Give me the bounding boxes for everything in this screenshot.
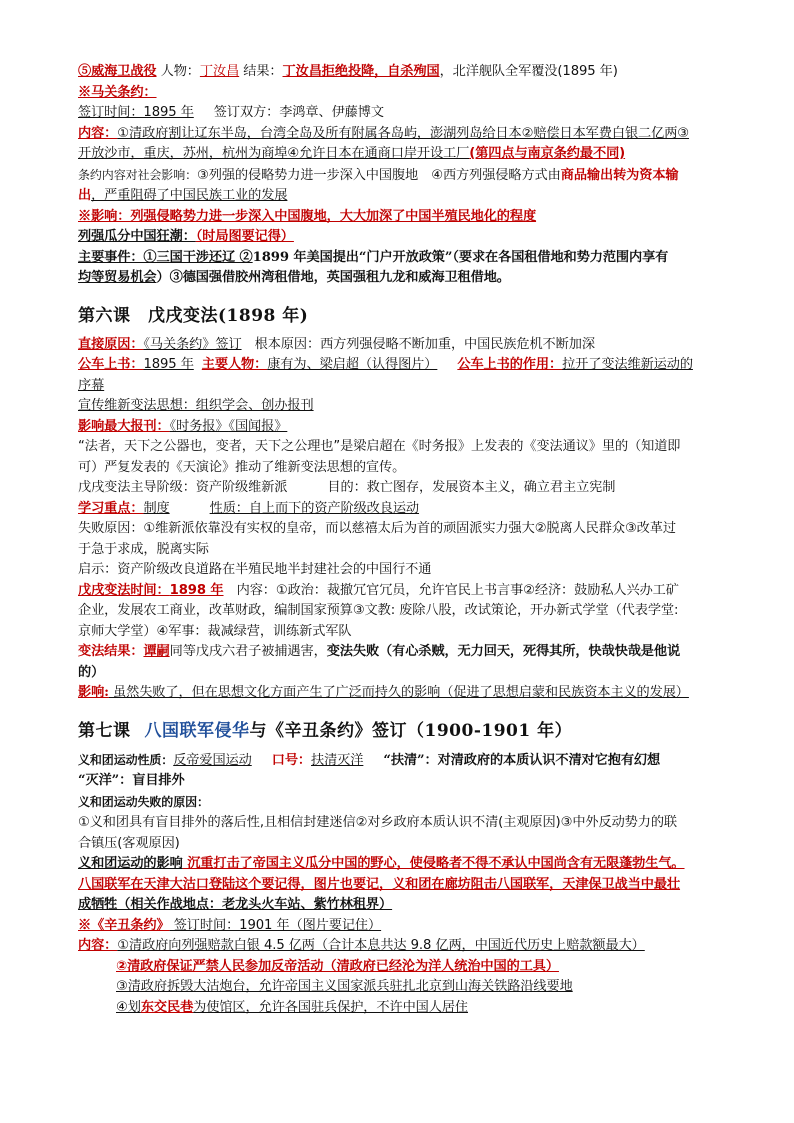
text-line: 可）严复发表的《天演论》推动了维新变法思想的宣传。 (78, 459, 406, 475)
text-line: 八国联军在天津大沽口登陆这个要记得，图片也要记，义和团在廊坊阻击八国联军，天津保卫战当中最壮 (78, 876, 681, 892)
text-line: “灭洋”：盲目排外 (78, 773, 185, 788)
text-line: ①义和团具有盲目排外的落后性,且相信封建迷信②对乡政府本质认识不清(主观原因)③中外反动势力的联 (78, 815, 678, 830)
text-line: 条约内容对社会影响：③列强的侵略势力进一步深入中国腹地 ④西方列强侵略方式由商品输出转为资本输 (78, 167, 679, 183)
text-line: 义和团运动的影响 沉重打击了帝国主义瓜分中国的野心，使侵略者不得不承认中国尚含有无限蓬勃生气。 (78, 856, 685, 871)
text-line: 直接原因：《马关条约》签订 根本原因：西方列强侵略不断加重，中国民族危机不断加深 (78, 336, 595, 352)
text-line: ③清政府拆毁大沽炮台，允许帝国主义国家派兵驻扎北京到山海关铁路沿线要地 (116, 979, 573, 994)
text-line: 内容：①清政府向列强赔款白银 4.5 亿两（合计本息共达 9.8 亿两，中国近代历史上赔款额最大） (78, 938, 645, 953)
text-line: ④划东交民巷为使馆区，允许各国驻兵保护，不许中国人居住 (116, 999, 469, 1015)
text-line (78, 83, 726, 104)
lesson-6-heading: 第六课 戊戌变法(1898 年) (78, 305, 309, 326)
text-line: 签订时间：1895 年 签订双方：李鸿章、伊藤博文 (78, 105, 384, 120)
lesson-7-heading: 第七课 八国联军侵华与《辛丑条约》签订（1900-1901 年） (78, 720, 573, 741)
treaty-heading: ※马关条约： (78, 84, 157, 100)
text-line: 启示：资产阶级改良道路在半殖民地半封建社会的中国行不通 (78, 562, 432, 577)
text-line: 失败原因：①维新派依靠没有实权的皇帝，而以慈禧太后为首的顽固派实力强大②脱离人民群众③改革过 (78, 521, 676, 536)
text-line: ※影响：列强侵略势力进一步深入中国腹地，大大加深了中国半殖民地化的程度 (78, 208, 537, 224)
text-line: 宣传维新变法思想：组织学会、创办报刊 (78, 398, 314, 413)
text-line: 序幕 (78, 377, 105, 393)
text-line: 公车上书：1895 年 主要人物：康有为、梁启超（认得图片） 公车上书的作用：拉开了变法维新运动的 (78, 357, 693, 372)
text-line: “法者，天下之公器也，变者，天下之公理也”是梁启超在《时务报》上发表的《变法通议》里的（知道即 (78, 439, 681, 454)
text-line: ②清政府保证严禁人民参加反帝活动（清政府已经沦为洋人统治中国的工具） (116, 958, 559, 974)
battle-title: ⑤威海卫战役 (78, 64, 157, 79)
text-line: 内容：①清政府割让辽东半岛，台湾全岛及所有附属各岛屿，澎湖列岛给日本②赔偿日本军费白银二亿两③ (78, 125, 690, 141)
text-line: 主要事件：①三国干涉还辽 ②1899 年美国提出“门户开放政策”（要求在各国租借地和势力范围内享有 (78, 249, 669, 265)
text-line: 于急于求成，脱离实际 (78, 541, 209, 557)
text-line: 出，严重阻碍了中国民族工业的发展 (78, 188, 288, 203)
text-line: 影响最大报刊：《时务报》《国闻报》 (78, 418, 288, 434)
text-line: 影响: 虽然失败了，但在思想文化方面产生了广泛而持久的影响（促进了思想启蒙和民族资本主义的发展） (78, 685, 689, 700)
text-line: 戊戌变法主导阶级：资产阶级维新派 目的：救亡图存，发展资本主义，确立君主立宪制 (78, 480, 616, 495)
text-line: 企业，发展农工商业，改革财政，编制国家预算③文教: 废除八股，改试策论，开办新式学堂（代表学堂: (78, 603, 679, 618)
text-line: ※《辛丑条约》 签订时间：1901 年（图片要记住） (78, 917, 382, 933)
text-line: 开放沙市，重庆，苏州，杭州为商埠④允许日本在通商口岸开设工厂(第四点与南京条约最不同) (78, 146, 626, 161)
text-line: 义和团运动失败的原因： (78, 794, 209, 809)
text-line: 列强瓜分中国狂潮：（时局图要记得） (78, 229, 294, 244)
text-line: 京师大学堂）④军事：裁减绿营，训练新式军队 (78, 623, 352, 639)
text-line: 义和团运动性质：反帝爱国运动 口号：扶清灭洋 “扶清”：对清政府的本质认识不清对它抱有幻想 (78, 752, 661, 768)
text-line: 的） (78, 664, 105, 680)
text-line: 戊戌变法时间：1898 年 内容：①政治：裁撤冗官冗员，允许官民上书言事②经济：鼓励私人兴办工矿 (78, 582, 679, 598)
document-page (78, 62, 726, 1018)
text-line: 变法结果：谭嗣同等戊戌六君子被捕遇害，变法失败（有心杀贼，无力回天，死得其所，快哉快哉是他说 (78, 644, 681, 659)
text-line: 合镇压(客观原因) (78, 835, 180, 851)
text-line: ⑤威海卫战役 人物：丁汝昌 结果：丁汝昌拒绝投降，自杀殉国，北洋舰队全军覆没(1895 年) (78, 64, 618, 79)
text-line: 学习重点：制度 性质：自上而下的资产阶级改良运动 (78, 500, 420, 516)
text-line: 均等贸易机会）③德国强借胶州湾租借地，英国强租九龙和威海卫租借地。 (78, 270, 510, 285)
text-line: 成牺牲（相关作战地点：老龙头火车站、紫竹林租界） (78, 897, 393, 912)
